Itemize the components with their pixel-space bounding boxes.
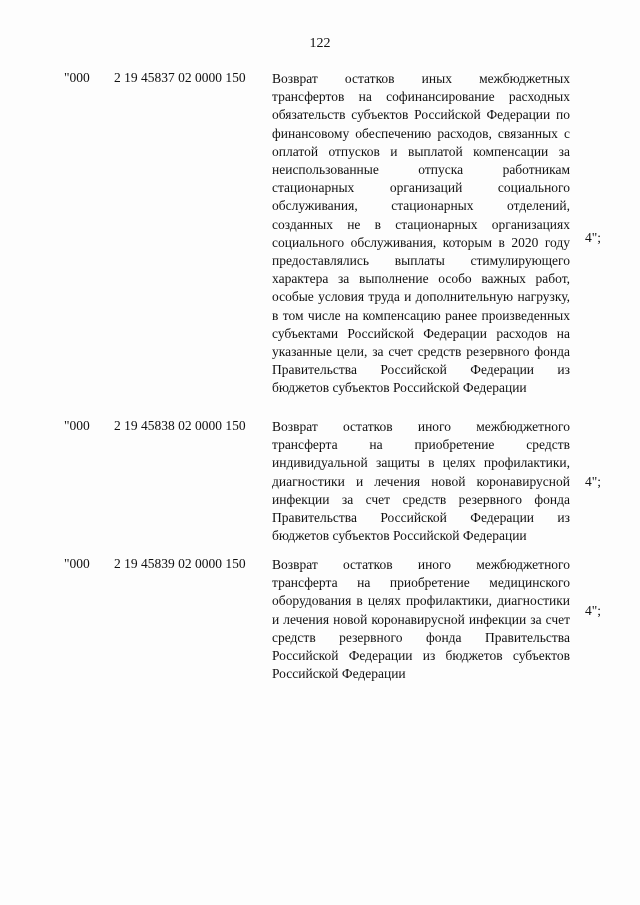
entry-code: 2 19 45838 02 0000 150 xyxy=(114,418,246,433)
entry-prefix: "000 xyxy=(64,556,90,571)
entry-suffix: 4"; xyxy=(585,474,602,489)
entry-prefix: "000 xyxy=(64,70,90,85)
entry-code: 2 19 45837 02 0000 150 xyxy=(114,70,246,85)
entry-prefix: "000 xyxy=(64,418,90,433)
entry-suffix: 4"; xyxy=(585,603,602,618)
entry-suffix: 4"; xyxy=(585,230,602,245)
entry-code: 2 19 45839 02 0000 150 xyxy=(114,556,246,571)
entry-description: Возврат остатков иного межбюджетного трансферта на приобретение медицинского оборудования в целях профилактики, диагностики и лечения новой коронавирусной инфекции за счет средств резервного фонда Правительства Российской Федерации из бюджетов субъектов Российской Федерации xyxy=(272,557,570,682)
entry-description: Возврат остатков иного межбюджетного трансферта на приобретение средств индивидуальной защиты в целях профилактики, диагностики и лечения новой коронавирусной инфекции за счет средств резервного фонда Правительства Российской Федерации из бюджетов субъектов Российской Федерации xyxy=(272,419,570,544)
page-number: 122 xyxy=(309,36,331,51)
entry-description: Возврат остатков иных межбюджетных трансфертов на софинансирование расходных обязательств субъектов Российской Федерации по финансовому обеспечению расходов, связанных с оплатой отпусков и выплатой компенсации за неиспользованные отпуска работникам стационарных организаций социального обслуживания, стационарных отделений, созданных не в стационарных организациях социального обслуживания, которым в 2020 году предоставлялись выплаты стимулирующего характера за выполнение особо важных работ, особые условия труда и дополнительную нагрузку, в том числе на компенсацию ранее произведенных субъектами Российской Федерации расходов на указанные цели, за счет средств резервного фонда Правительства Российской Федерации из бюджетов субъектов Российской Федерации xyxy=(272,71,570,396)
